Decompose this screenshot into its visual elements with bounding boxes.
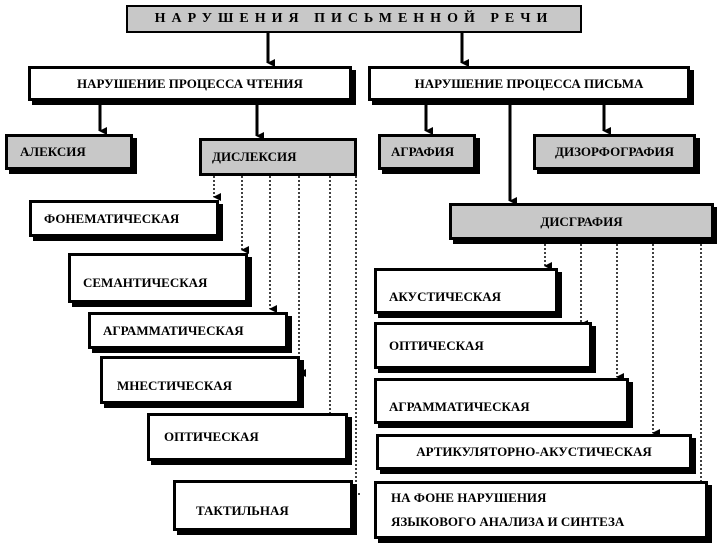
dysgraphia-node (449, 203, 714, 240)
dysgraphia-type-analysis-line1: НА ФОНЕ НАРУШЕНИЯ (391, 490, 547, 505)
page-title (126, 5, 582, 33)
dyslexia-type-tactile-label: ТАКТИЛЬНАЯ (196, 503, 289, 518)
dyslexia-type-phonematic-label: ФОНЕМАТИЧЕСКАЯ (44, 210, 180, 226)
connector-dyslexia-tactile (356, 176, 362, 494)
writing-disorder-label: НАРУШЕНИЕ ПРОЦЕССА ПИСЬМА (414, 75, 644, 91)
alexia-label: АЛЕКСИЯ (20, 144, 86, 159)
dysgraphia-type-articulatory-acoustic (376, 434, 692, 470)
reading-disorder-node (28, 66, 352, 101)
dyslexia-label: ДИСЛЕКСИЯ (212, 149, 297, 164)
dyslexia-type-agrammatic-label: АГРАММАТИЧЕСКАЯ (103, 322, 244, 338)
dysgraphia-type-analysis-synthesis (374, 481, 708, 539)
dysorthography-node (533, 134, 696, 170)
dysorthography-label: ДИЗОРФОГРАФИЯ (555, 144, 674, 159)
dyslexia-type-tactile (173, 480, 353, 531)
writing-disorder-node (368, 66, 690, 101)
dyslexia-type-optical-label: ОПТИЧЕСКАЯ (164, 429, 259, 444)
agraphia-label: АГРАФИЯ (391, 144, 455, 159)
dysgraphia-type-acoustic-label: АКУСТИЧЕСКАЯ (389, 289, 502, 304)
title-label: НАРУШЕНИЯ ПИСЬМЕННОЙ РЕЧИ (154, 11, 554, 26)
dysgraphia-type-optical (374, 322, 592, 369)
dyslexia-type-mnestic-label: МНЕСТИЧЕСКАЯ (117, 378, 233, 393)
dysgraphia-type-agrammatic (374, 378, 629, 424)
dysgraphia-label: ДИСГРАФИЯ (540, 213, 623, 229)
dyslexia-type-optical (147, 413, 348, 461)
dysgraphia-type-acoustic (374, 268, 558, 314)
dysgraphia-type-optical-label: ОПТИЧЕСКАЯ (389, 337, 484, 353)
dyslexia-type-agrammatic (88, 312, 288, 349)
agraphia-node (378, 134, 476, 170)
dysgraphia-type-analysis-line2: ЯЗЫКОВОГО АНАЛИЗА И СИНТЕЗА (391, 514, 625, 529)
reading-disorder-label: НАРУШЕНИЕ ПРОЦЕССА ЧТЕНИЯ (77, 75, 303, 91)
dyslexia-type-mnestic (100, 356, 300, 404)
dysgraphia-type-articulatory-acoustic-label: АРТИКУЛЯТОРНО-АКУСТИЧЕСКАЯ (416, 444, 652, 459)
dysgraphia-type-agrammatic-label: АГРАММАТИЧЕСКАЯ (389, 399, 530, 414)
dyslexia-type-phonematic (29, 200, 219, 237)
dyslexia-type-semantic (68, 253, 248, 303)
alexia-node (5, 134, 133, 170)
dyslexia-node (199, 138, 357, 176)
dyslexia-type-semantic-label: СЕМАНТИЧЕСКАЯ (83, 275, 208, 290)
